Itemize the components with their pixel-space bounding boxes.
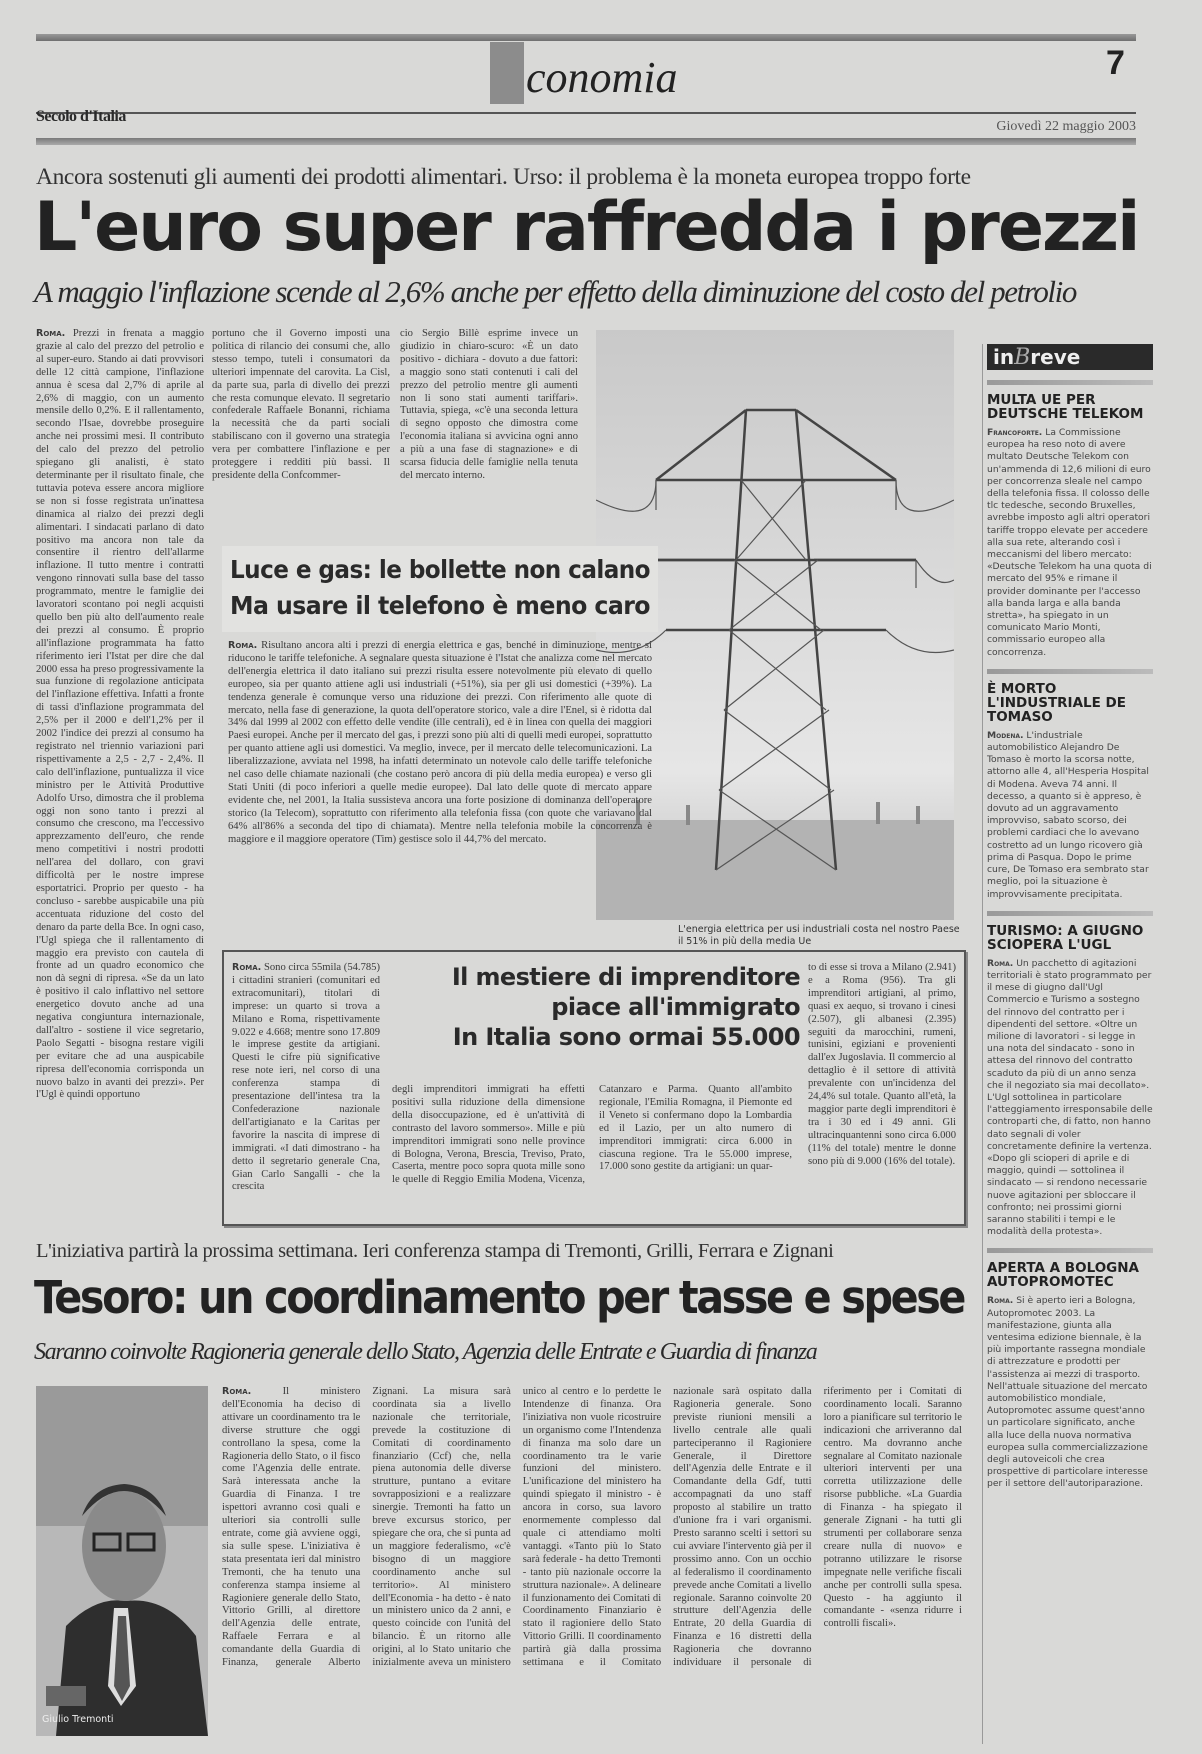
brief-title: APERTA A BOLOGNA AUTOPROMOTEC — [987, 1260, 1140, 1291]
brief-item — [987, 669, 1153, 901]
lead-body-col3: cio Sergio Billè esprime invece un giudizio in chiaro-scuro: «È un dato positivo - dichiara - dovuto a due fattori: a maggio sono stati contenuti i cali del prezzo del petrolio mentre gli aumenti non li sono stati aumenti tariffari». Tuttavia, spiega, «c'è una seconda lettura di segno opposto che dimostra come l'economia italiana si avvicina ogni anno a più a una fase di stagnazione» e di scarsa fiducia delle famiglie nella tenuta del mercato interno. — [400, 328, 578, 481]
brief-item — [987, 1248, 1153, 1490]
pylon-caption: L'energia elettrica per usi industriali costa nel nostro Paese il 51% in più della media Ue — [678, 924, 960, 947]
second-body: Roma. Il ministero dell'Economia ha deciso di attivare un coordinamento tra le diverse strutture che oggi controllano la spesa, come la Ragioneria dello Stato, o il fisco come l'Agenzia delle entrate. Sarà interessata anche la Guardia di Finanza. I tre ispettori avranno così quali e ulteriori sia controlli sulle entrate, come già avviene oggi, sia sulle spese. L'iniziativa è stata presentata ieri dal ministro Tremonti, che ha tenuto una conferenza stampa insieme al Ragioniere generale dello Stato, Vittorio Grilli, al direttore dell'Agenzia delle entrate, Raffaele Ferrara e al comandante della Guardia di Finanza, generale Alberto Zignani. La misura sarà coordinata sia a livello nazionale che territoriale, prevede la costituzione di Comitati di coordinamento finanziario (Ccf) che, nella piena autonomia delle diverse strutture, puntano a evitare sovrapposizioni e a realizzare sinergie. Tremonti ha fatto un breve excursus storico, per spiegare che ora, che si punta ad un maggiore federalismo, «c'è bisogno di un maggiore coordinamento anche sul territorio». Al ministero dell'Economia - ha detto - è nato un ministero unico da 2 anni, e questo coincide con l'unità del bilancio. È un ritorno alle origini, al lo Stato unitario che inizialmente aveva un ministero unico al centro e lo perdette le Intendenze di finanza. Ora l'iniziativa non vuole ricostruire un organismo come l'Intendenza di finanza ma solo dare un coordinamento tra le varie funzioni del ministero. L'unificazione del ministero ha quindi spiegato il ministro - è ancora in corso, sua lavoro enormemente complesso dal quale ci attendiamo molti vantaggi. «Tanto più lo Stato sarà federale - ha detto Tremonti - tanto più nazionale occorre la struttura nazionale». A delineare il funzionamento dei Comitati di Coordinamento Finanziario è stato il ragioniere dello Stato Vittorio Grilli. Il coordinamento partirà già dalla prossima settimana e il Comitato nazionale sarà ospitato dalla Ragioneria generale. Sono previste riunioni mensili a livello centrale alle quali parteciperanno il Ragioniere Generale, il Direttore dell'Agenzia delle Entrate e il Comandante della Gdf, tutti accompagnati da uno staff proposto al stabilire un tratto d'unione fra i vari organismi. Presto saranno scelti i settori su cui avviare l'intervento già per il prossimo anno. Con un occhio al federalismo il coordinamento prevede anche Comitati a livello regionale. Saranno coinvolte 20 strutture dell'Agenzia delle Entrate, 20 della Guardia di Finanza e 16 distretti della Ragioneria che dovranno individuare il personale di riferimento per i Comitati di coordinamento locali. Saranno loro a pianificare sul territorio le indicazioni che arriveranno dal centro. Ma dovranno anche segnalare al Comitato nazionale ulteriori interventi per una corretta utilizzazione delle risorse pubbliche. «La Guardia di Finanza - ha spiegato il generale Zignani - ha tutti gli strumenti per collaborare senza creare nulla di nuovo» e potranno utilizzare le risorse impegnate nelle verifiche fiscali anche per controlli sulla spesa. Questo - ha aggiunto il comandante - «senza ridurre i controlli fiscali». — [222, 1386, 962, 1669]
brief-body: Roma. Un pacchetto di agitazioni territoriali è stato programmato per il mese di giugno dall'Ugl Commercio e Turismo a sostegno del rinnovo del contratto per i dipendenti del settore. «Oltre un milione di lavoratori - si legge in una nota del sindacato - sono in attesa del rinnovo del contratto scaduto da più di un anno senza che il negoziato sia mai decollato». L'Ugl sottolinea in particolare l'atteggiamento irresponsabile delle controparti che, di fatto, non hanno dato segnali di voler concretamente definire la vertenza. «Dopo gli scioperi di aprile e di maggio, quindi — sottolinea il sindacato — si rendono necessarie nuove agitazioni per sbloccare il confronto; nei prossimi giorni saranno stabiliti i tempi e le modalità della protesta». — [987, 957, 1153, 1238]
in-breve-title: inBreve — [987, 344, 1153, 370]
brief-item — [987, 911, 1153, 1239]
masthead-rule — [36, 112, 1136, 114]
issue-date: Giovedì 22 maggio 2003 — [996, 119, 1136, 134]
brief-title: TURISMO: A GIUGNO SCIOPERA L'UGL — [987, 922, 1144, 953]
section-title: conomia — [490, 42, 678, 104]
energy-body: Roma. Risultano ancora alti i prezzi di energia elettrica e gas, benché in diminuzione, mentre si riducono le tariffe telefoniche. A segnalare questa situazione è l'Istat che analizza come nel mercato dell'energia elettrica il dato italiano sui prezzi risulta essere notevolmente più elevato di quello europeo, sia per quanto attiene agli usi industriali (+51%), sia per gli usi domestici (+39%). La tendenza generale è comunque verso una riduzione dei prezzi. Con riferimento alle quote di mercato, nella fase di generazione, la quota dell'operatore storico, vale a dire l'Enel, si è ridotta dal 34% dal 1999 al 2002 con effetto delle vendite (ille centrali), ed è in linea con quella dei maggiori Paesi europei. Anche per il mercato del gas, i prezzi sono più alti di quelli medi europei, soprattutto per quanto attiene agli usi domestici. Va meglio, invece, per il mercato delle telecomunicazioni. La liberalizzazione, avviata nel 1998, ha infatti determinato un notevole calo delle tariffe telefoniche nel caso delle chiamate nazionali (che costano però ancora di più della media europea) e verso gli Stati Uniti (di poco inferiori a quelle medie europee). Dal lato delle quote di mercato appare evidente che, nel 2001, la Italia sussisteva ancora una forte posizione di dominanza dell'operatore storico (la Telecom), soprattutto con riferimento alla telefonia fissa (con quote che variavano dal 64% all'86% a seconda del tipo di chiamata). Mentre nella telefonia mobile la concorrenza è maggiore e il maggiore operatore (Tim) gestisce solo il 44,7% del mercato. — [228, 640, 652, 845]
tremonti-photo — [36, 1386, 208, 1736]
second-subhead: Saranno coinvolte Ragioneria generale dello Stato, Agenzia delle Entrate e Guardia di finanza — [34, 1339, 817, 1365]
page-number: 7 — [1106, 44, 1125, 82]
tremonti-caption: Giulio Tremonti — [42, 1714, 114, 1725]
immigrant-body-mid: degli imprenditori immigrati ha effetti positivi sulla riduzione della dimensione della disoccupazione, ed è un'attività di contrasto del lavoro sommerso». Mille e più imprenditori immigrati sono nelle province di Bologna, Verona, Brescia, Treviso, Prato, Caserta, mentre poco sopra quota mille sono le quelle di Reggio Emilia Modena, Vicenza, Catanzaro e Parma. Quanto all'ambito regionale, l'Emilia Romagna, il Piemonte ed il Veneto si confermano dopo la Lombardia ed il Lazio, per un alto numero di imprenditori immigrati: circa 6.000 in ciascuna regione. Tra le 55.000 imprese, 17.000 sono gestite da artigiani: un quar- — [392, 1084, 792, 1186]
in-breve-sidebar — [982, 344, 1153, 1744]
energy-headline-2: Ma usare il telefono è meno caro — [230, 591, 650, 620]
dateline: Roma. — [232, 962, 262, 973]
lead-body-col2: portuno che il Governo imposti una politica di rilancio dei consumi che, allo stesso tempo, tuteli i consumatori da ulteriori impennate del carovita. La Cisl, da parte sua, parla di divello dei prezzi che resta comunque elevato. Il segretario confederale Raffaele Bonanni, richiama la necessità che da parti sociali stabiliscano con il governo una strategia vera per combattere l'inflazione e per proteggere i redditi più bassi. Il presidente della Confcommer- — [212, 328, 390, 481]
brief-item — [987, 380, 1153, 659]
dateline: Roma. — [228, 640, 258, 651]
immigrant-body-right: to di esse si trova a Milano (2.941) e a Roma (956). Tra gli imprenditori artigiani, al primo, quasi ex aequo, si trovano i cinesi (2.507), gli albanesi (2.395) seguiti da marocchini, rumeni, tunisini, egiziani e provenienti dall'ex Jugoslavia. Il commercio al dettaglio è il settore di attività prevalente con un'incidenza del 24,4% sul totale. Quanto all'età, la maggior parte degli imprenditori è tra i 30 ed i 49 anni. Gli ultracinquantenni sono circa 6.000 (11% del totale) mentre le donne sono più di 9.000 (16% del totale). — [808, 962, 956, 1167]
lead-headline: L'euro super raffredda i prezzi — [34, 188, 1139, 267]
masthead: Secolo d'Italia — [36, 108, 126, 125]
header-bottom-rule — [36, 138, 1136, 145]
energy-headline-1: Luce e gas: le bollette non calano — [230, 555, 651, 584]
immigrant-headline: Il mestiere di imprenditore piace all'immigrato In Italia sono ormai 55.000 — [451, 963, 800, 1051]
dateline: Roma. — [222, 1386, 252, 1397]
lead-body-col1: Roma. Prezzi in frenata a maggio grazie al calo del prezzo del petrolio e al super-euro. Stando ai dati provvisori delle 12 città campione, l'inflazione annua è scesa dal 2,7% di aprile al 2,6% di maggio, con un aumento mensile dello 0,2%. E il rallentamento, secondo l'Isae, dovrebbe proseguire anche nei prossimi mesi. Il contributo del calo del prezzo del petrolio spiegano gli analisti, è stato determinante per il risultato finale, che tuttavia poteva essere ancora migliore se non si fosse registrata un'inattesa dinamica al rialzo dei prezzi degli alimentari. I sindacati parlano di dato positivo ma ancora non tale da consentire il rientro dell'allarme inflazione. Il tutto mentre i contratti vengono rinnovati sulla base del tasso programmato, mentre le famiglie dei lavoratori scontano poi negli acquisti quello ben più alto dell'aumento reale dei prezzi al consumo. È proprio all'inflazione programmata ha fatto riferimento ieri l'Istat per dire che dal 2000 essa ha preso progressivamente la sua funzione di regolazione anticipata del l'inflazione effettiva. Infatti a fronte di tassi d'inflazione programmata del 2,5% per il 2000 e dell'1,2% per il 2002 l'indice dei prezzi al consumo ha registrato nel triennio variazioni pari rispettivamente a 2,5 - 2,7 - 2,4%. Il calo dell'inflazione, puntualizza il vice ministro per le Attività Produttive Adolfo Urso, dimostra che il problema oggi non sono tanto i prezzi al consumo che crescono, ma l'eccessivo apprezzamento dell'euro, che rende meno competitivi i nostri prodotti nell'area del dollaro, con gravi difficoltà per le nostre imprese esportatrici. Proprio per questo - ha concluso - sarebbe auspicabile una più accentuata riduzione del costo del denaro da parte della Bce. In ogni caso, l'Ugl spiega che il rallentamento di maggio era previsto con cautela di fronte ad un quadro economico che non dà segni di ripresa. «Se da un lato è positivo il calo inflattivo nel settore energetico dovuto anche ad una negativa congiuntura internazionale, dall'altro - sostiene il vice segretario, Paolo Segatti - bisogna restare vigili per evitare che ad una auspicabile ripresa dell'economia corrisponda un nuovo balzo in avanti dei prezzi». Per l'Ugl è quindi opportuno — [36, 328, 204, 1101]
dateline: Roma. — [36, 328, 66, 339]
second-kicker: L'iniziativa partirà la prossima settimana. Ieri conferenza stampa di Tremonti, Grilli, Ferrara e Zignani — [36, 1240, 834, 1262]
immigrant-body-left: Roma. Sono circa 55mila (54.785) i cittadini stranieri (comunitari ed extracomunitari), titolari di imprese: un quarto si trova a Milano e Roma, rispettivamente 9.022 e 4.668; mentre sono 17.809 le imprese gestite da artigiani. Questi le cifre più significative rese note ieri, nel corso di una conferenza stampa di presentazione dell'intesa tra la Confederazione nazionale dell'artigianato e la Caritas per favorire la nascita di imprese di immigrati. «I dati dimostrano - ha detto il segretario generale Cna, Gian Carlo Sangalli - che la crescita — [232, 962, 380, 1193]
top-rule — [36, 34, 1136, 41]
brief-title: MULTA UE PER DEUTSCHE TELEKOM — [987, 392, 1144, 422]
brief-body: Modena. L'industriale automobilistico Alejandro De Tomaso è morto la scorsa notte, attorno alle 4, all'Hesperia Hospital di Modena. Aveva 74 anni. Il decesso, a quanto si è appreso, è dovuto ad un aggravamento improvviso, sabato scorso, dei problemi cardiaci che lo avevano costretto ad un lungo ricovero già prima di Pasqua. Dopo le prime cure, De Tomaso era sembrato star meglio, poi la situazione è improvvisamente precipitata. — [987, 729, 1149, 900]
immigrant-box — [222, 950, 966, 1226]
portrait-image — [36, 1386, 208, 1736]
lead-kicker: Ancora sostenuti gli aumenti dei prodotti alimentari. Urso: il problema è la moneta europea troppo forte — [36, 164, 971, 190]
energy-box — [222, 546, 658, 632]
section-initial-block — [490, 42, 524, 104]
brief-title: È MORTO L'INDUSTRIALE DE TOMASO — [987, 680, 1126, 725]
brief-body: Francoforte. La Commissione europea ha reso noto di avere multato Deutsche Telekom con un'ammenda di 12,6 milioni di euro per concorrenza sleale nel campo della telefonia fissa. Il colosso delle tlc tedesche, secondo Bruxelles, avrebbe imposto agli altri operatori tariffe troppo elevate per accedere alla sua rete, alterando così i meccanismi del libero mercato: «Deutsche Telekom ha una quota di mercato del 95% e rimane il provider dominante per l'accesso alla banda larga e alla banda stretta», ha spiegato in un comunicato Mario Monti, commissario europeo alla concorrenza. — [987, 427, 1152, 658]
lead-subhead: A maggio l'inflazione scende al 2,6% anche per effetto della diminuzione del costo del petrolio — [34, 274, 1076, 309]
brief-body: Roma. Si è aperto ieri a Bologna, Autopromotec 2003. La manifestazione, giunta alla ventesima edizione biennale, è la più importante rassegna mondiale di attrezzature e prodotti per l'assistenza ai mezzi di trasporto. Nell'attuale situazione del mercato automobilistico mondiale, Autopromotec assume quest'anno un particolare significato, anche alla luce della nuova normativa europea sulla commercializzazione degli autoveicoli che crea prospettive di particolare interesse per il settore dell'autoriparazione. — [987, 1295, 1148, 1490]
second-headline: Tesoro: un coordinamento per tasse e spese — [34, 1271, 965, 1324]
